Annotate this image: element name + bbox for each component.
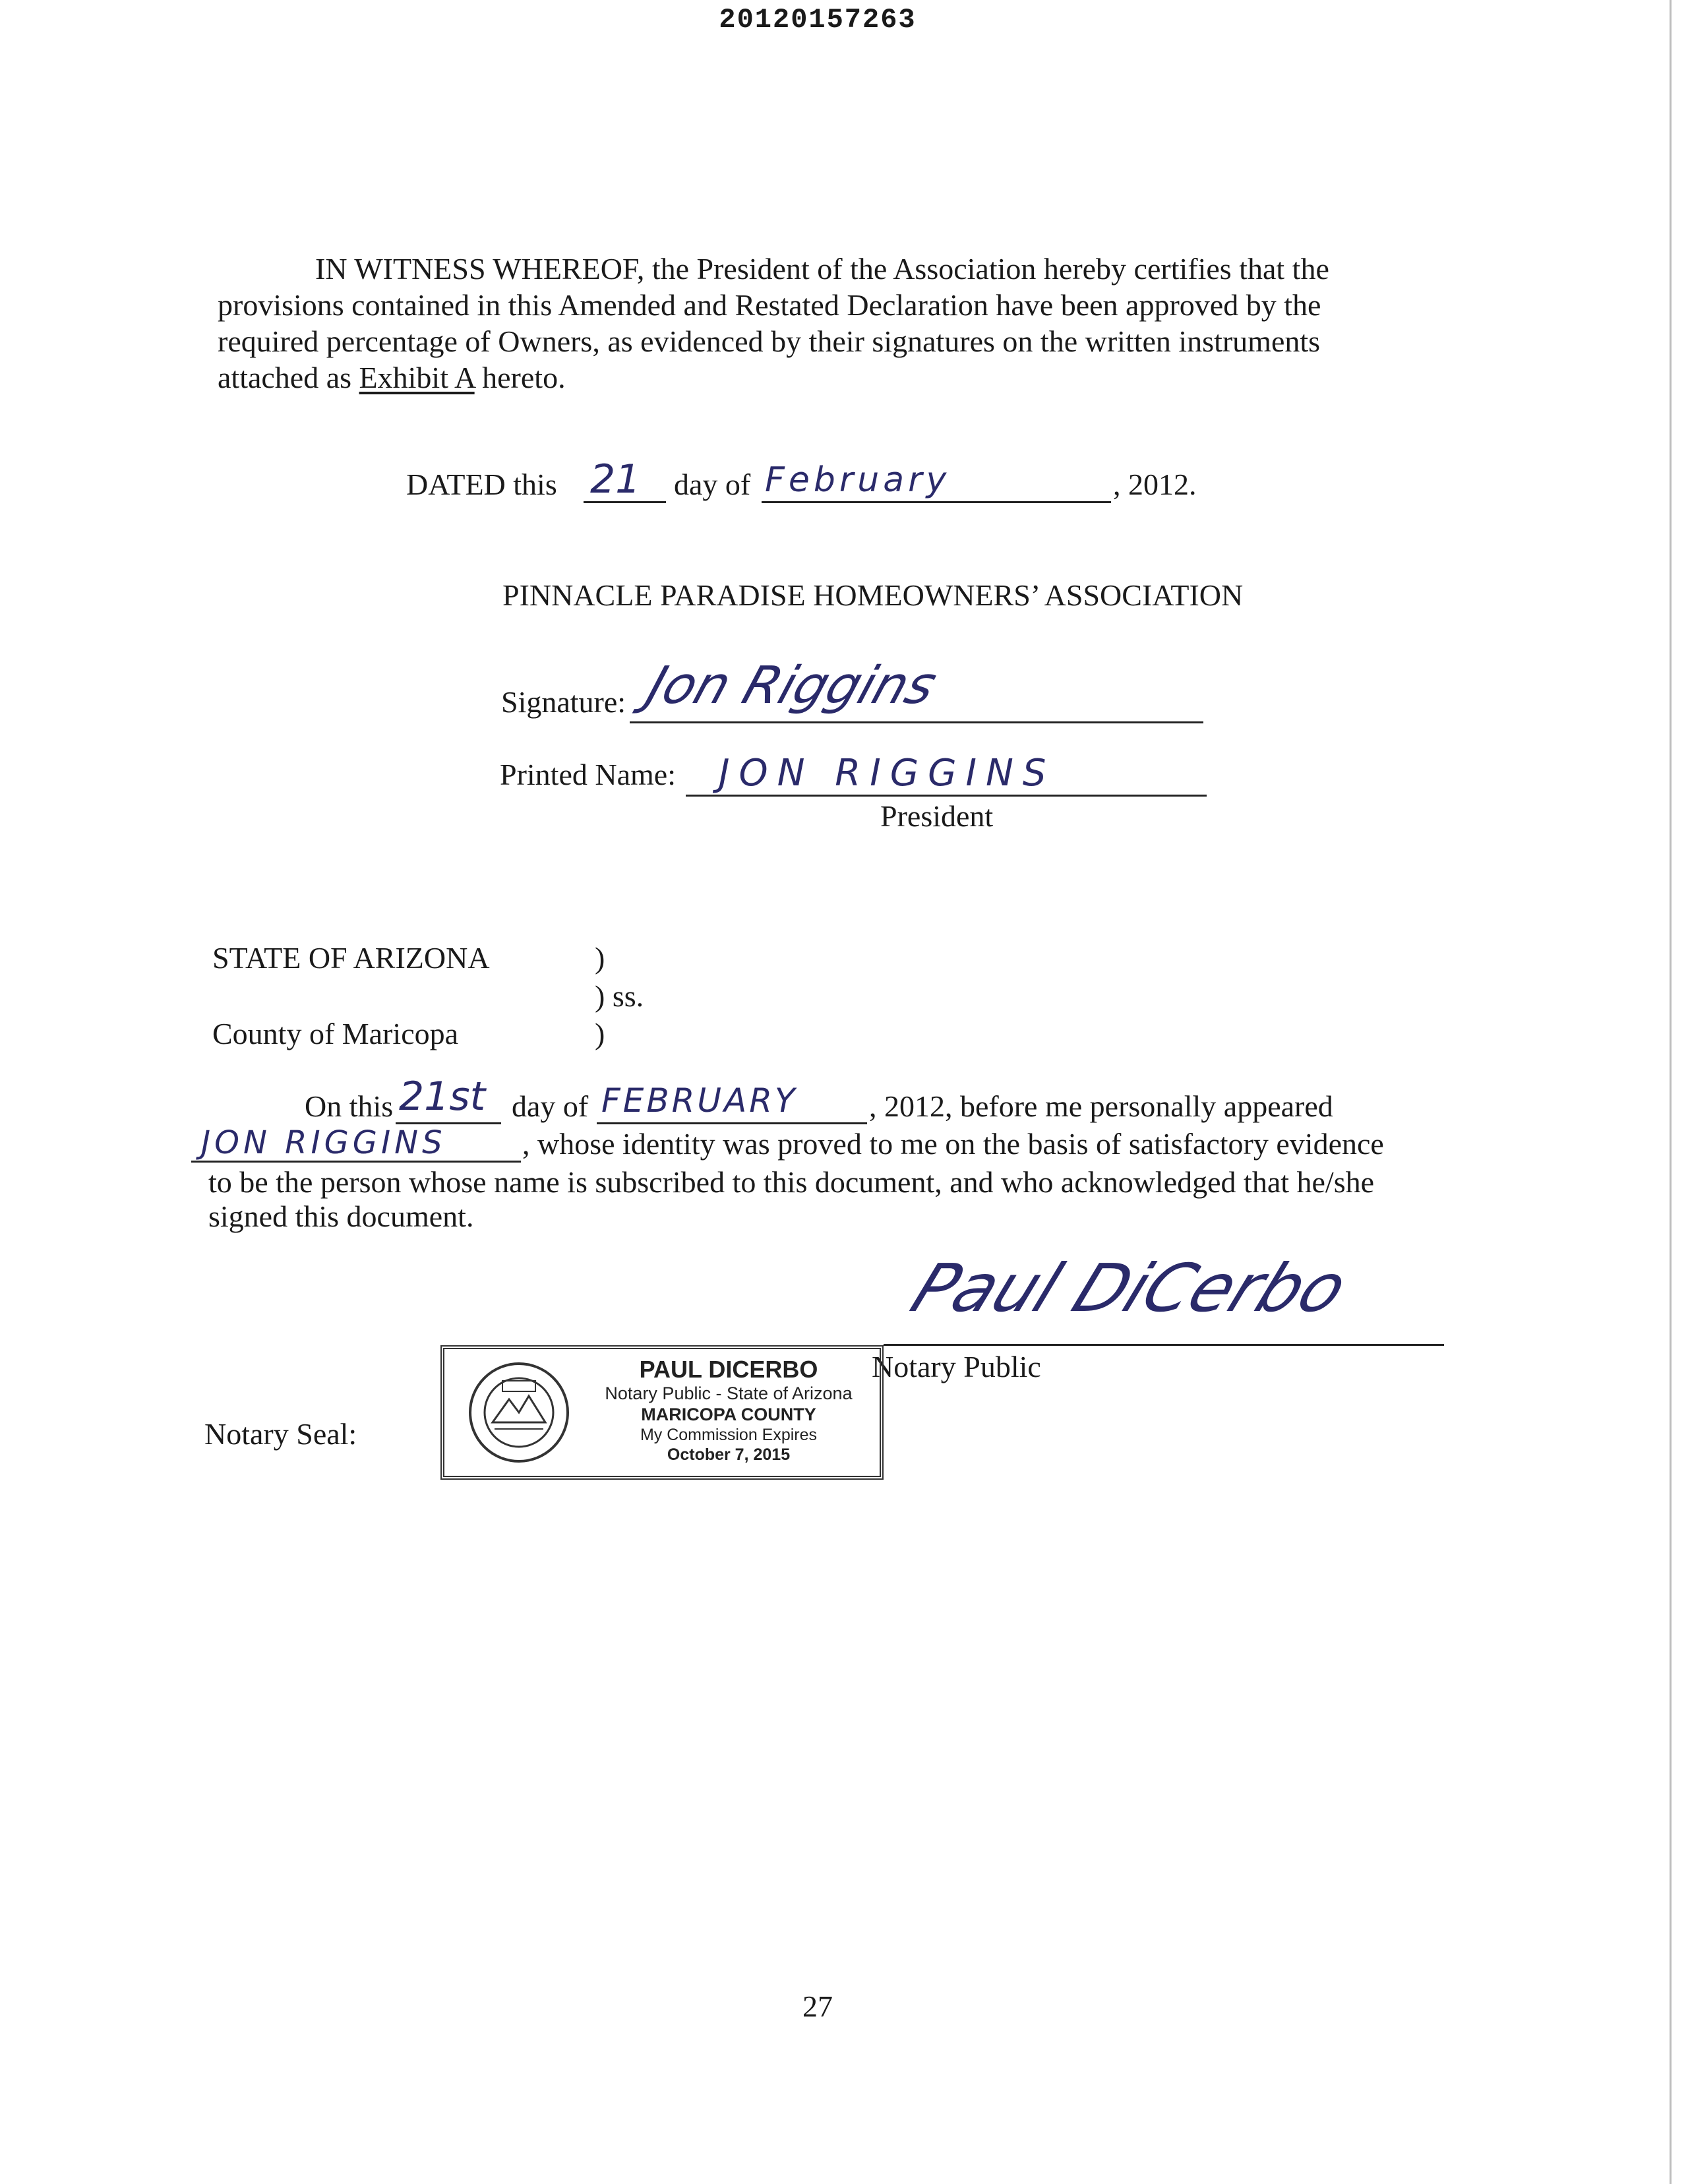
venue-paren-2: ) bbox=[595, 1017, 605, 1050]
notary-seal-label: Notary Seal: bbox=[204, 1417, 357, 1451]
venue-county: County of Maricopa bbox=[212, 1017, 459, 1050]
seal-name: PAUL DICERBO bbox=[639, 1356, 818, 1383]
ack-line-3: to be the person whose name is subscribed to this document, and who acknowledged that he/she bbox=[208, 1165, 1375, 1199]
printed-name-label: Printed Name: bbox=[500, 758, 676, 791]
scan-edge-line bbox=[1670, 0, 1672, 2184]
witness-line-1: IN WITNESS WHEREOF, the President of the Association hereby certifies that the bbox=[315, 252, 1329, 286]
venue-ss: ) ss. bbox=[595, 979, 644, 1013]
president-signature-handwritten: Jon Riggins bbox=[640, 656, 944, 715]
dated-mid: day of bbox=[674, 468, 751, 501]
seal-line-4: My Commission Expires bbox=[640, 1426, 818, 1444]
signer-title: President bbox=[880, 799, 994, 833]
signature-label: Signature: bbox=[501, 685, 626, 719]
notary-seal-stamp bbox=[440, 1345, 884, 1480]
notary-title: Notary Public bbox=[872, 1350, 1041, 1383]
seal-line-2: Notary Public - State of Arizona bbox=[605, 1383, 853, 1403]
ack-line-4: signed this document. bbox=[208, 1199, 474, 1233]
ack-prefix: On this bbox=[305, 1089, 394, 1123]
ack-name-rule bbox=[191, 1161, 521, 1163]
ack-name-handwritten: JON RIGGINS bbox=[201, 1124, 446, 1161]
witness-line-3: required percentage of Owners, as evidenced by their signatures on the written instruments bbox=[218, 324, 1321, 358]
seal-line-3: MARICOPA COUNTY bbox=[641, 1405, 816, 1424]
exhibit-reference: Exhibit A bbox=[359, 361, 475, 394]
printed-name-handwritten: JON RIGGINS bbox=[719, 752, 1056, 795]
state-seal-icon bbox=[463, 1360, 575, 1465]
printed-name-rule bbox=[686, 795, 1207, 797]
witness-line-4: attached as Exhibit A hereto. bbox=[218, 361, 566, 394]
ack-after-month: , 2012, before me personally appeared bbox=[869, 1089, 1333, 1123]
witness-paragraph bbox=[218, 251, 1444, 396]
dated-day-handwritten: 21 bbox=[590, 456, 641, 502]
association-name: PINNACLE PARADISE HOMEOWNERS’ ASSOCIATION bbox=[502, 578, 1244, 612]
dated-suffix: , 2012. bbox=[1113, 468, 1197, 501]
venue-state: STATE OF ARIZONA bbox=[212, 941, 490, 975]
venue-paren-1: ) bbox=[595, 941, 605, 975]
ack-month-handwritten: FEBRUARY bbox=[601, 1081, 798, 1120]
dated-month-handwritten: February bbox=[765, 460, 951, 500]
signature-rule bbox=[630, 721, 1203, 723]
ack-mid: day of bbox=[512, 1089, 589, 1123]
ack-month-rule bbox=[597, 1122, 867, 1124]
notary-signature-rule bbox=[884, 1344, 1444, 1346]
ack-after-name: , whose identity was proved to me on the basis of satisfactory evidence bbox=[522, 1127, 1384, 1161]
document-number: 20120157263 bbox=[719, 4, 917, 36]
ack-day-handwritten: 21st bbox=[399, 1074, 486, 1120]
page-number: 27 bbox=[802, 1989, 833, 2023]
dated-month-rule bbox=[762, 501, 1111, 503]
notary-signature-handwritten: Paul DiCerbo bbox=[901, 1250, 1359, 1327]
seal-line-5: October 7, 2015 bbox=[667, 1445, 791, 1464]
dated-day-rule bbox=[584, 501, 666, 503]
witness-line-2: provisions contained in this Amended and Restated Declaration have been approved by the bbox=[218, 288, 1321, 322]
dated-prefix: DATED this bbox=[406, 468, 557, 501]
